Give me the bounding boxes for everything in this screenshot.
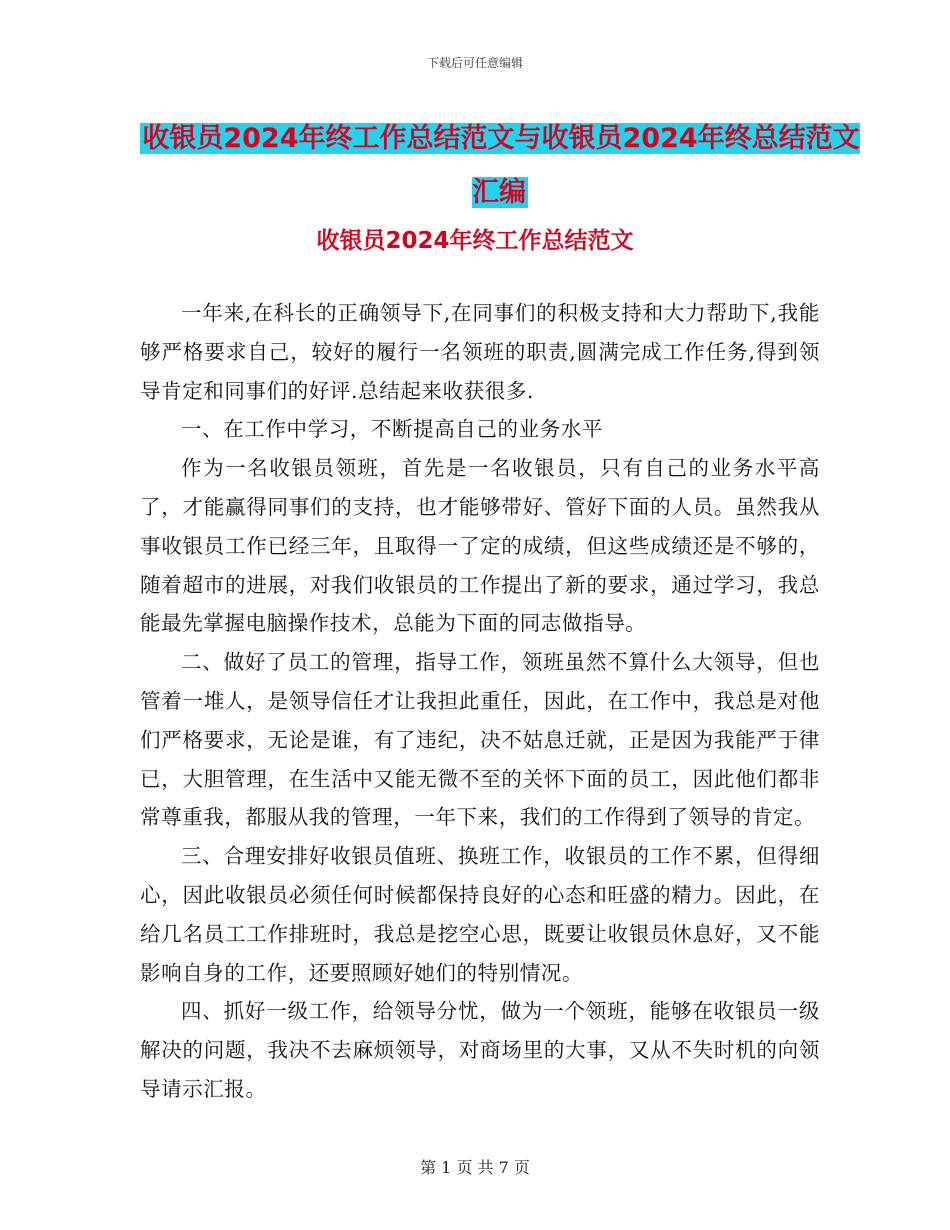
paragraph-leadership: 四、抓好一级工作，给领导分忧，做为一个领班，能够在收银员一级解决的问题，我决不去麻烦领导，对商场里的大事，又从不失时机的向领导请示汇报。 [140, 999, 820, 1101]
page-footer: 第 1 页 共 7 页 [420, 1158, 530, 1177]
header-note: 下载后可任意编辑 [426, 56, 523, 70]
document-body [140, 294, 820, 1109]
paragraph-heading-1: 一、在工作中学习，不断提高自己的业务水平 [181, 417, 603, 442]
section-title: 收银员2024年终工作总结范文 [316, 228, 634, 254]
paragraph-scheduling: 三、合理安排好收银员值班、换班工作，收银员的工作不累，但得细心，因此收银员必须任何时候都保持良好的心态和旺盛的精力。因此，在给几名员工工作排班时，我总是挖空心思，既要让收银员休息好，又不能影响自身的工作，还要照顾好她们的特别情况。 [140, 844, 820, 985]
paragraph-management: 二、做好了员工的管理，指导工作，领班虽然不算什么大领导，但也管着一堆人，是领导信任才让我担此重任，因此，在工作中，我总是对他们严格要求，无论是谁，有了违纪，决不姑息迁就，正是因为我能严于律已，大胆管理，在生活中又能无微不至的关怀下面的员工，因此他们都非常尊重我，都服从我的管理，一年下来，我们的工作得到了领导的肯定。 [140, 650, 820, 830]
paragraph-intro: 一年来,在科长的正确领导下,在同事们的积极支持和大力帮助下,我能够严格要求自己，较好的履行一名领班的职责,圆满完成工作任务,得到领导肯定和同事们的好评.总结起来收获很多. [140, 301, 820, 403]
document-title-text: 收银员2024年终工作总结范文与收银员2024年终总结范文汇编 [142, 123, 860, 208]
document-title [140, 112, 860, 220]
paragraph-study: 作为一名收银员领班，首先是一名收银员，只有自己的业务水平高了，才能赢得同事们的支持，也才能够带好、管好下面的人员。虽然我从事收银员工作已经三年，且取得一了定的成绩，但这些成绩还是不够的，随着超市的进展，对我们收银员的工作提出了新的要求，通过学习，我总能最先掌握电脑操作技术，总能为下面的同志做指导。 [140, 456, 820, 636]
